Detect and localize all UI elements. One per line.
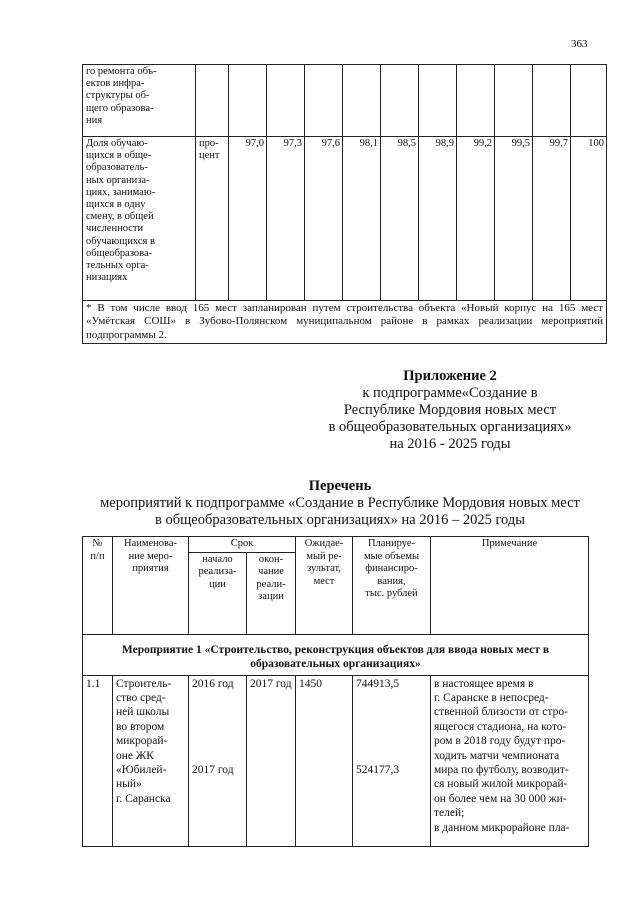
header-funding: Планируе- мые объемы финансиро- вания, тыс. рублей xyxy=(353,537,431,635)
value-cell: 99,5 xyxy=(495,137,533,301)
measure-row xyxy=(83,634,589,675)
appendix-line: к подпрограмме«Создание в xyxy=(362,385,538,401)
table-row xyxy=(83,675,589,846)
header-row xyxy=(83,537,589,553)
indicator-row-share xyxy=(83,137,607,301)
indicators-table xyxy=(82,64,607,344)
header-num: № п/п xyxy=(83,537,113,635)
indicator-row-repair xyxy=(83,65,607,137)
footnote-row xyxy=(83,301,607,344)
value-cell: 98,1 xyxy=(343,137,381,301)
value-cell: 97,0 xyxy=(229,137,267,301)
header-expected: Ожидае- мый ре- зультат, мест xyxy=(296,537,353,635)
row-start: 2016 год 2017 год xyxy=(189,675,247,846)
header-term: Срок xyxy=(189,537,296,553)
appendix-block xyxy=(300,368,600,453)
header-note: Примечание xyxy=(431,537,589,635)
appendix-line: на 2016 - 2025 годы xyxy=(389,436,511,452)
list-subtitle: в общеобразовательных организациях» на 2016 – 2025 годы xyxy=(155,512,525,528)
value-cell: 99,2 xyxy=(457,137,495,301)
appendix-line: Республике Мордовия новых мест xyxy=(343,402,557,418)
list-heading xyxy=(60,478,620,529)
indicator-label-repair: го ремонта объ- ектов инфра- структуры об- щего образова- ния xyxy=(83,65,196,137)
unit-cell: про- цент xyxy=(196,137,229,301)
value-cell: 98,9 xyxy=(419,137,457,301)
row-end: 2017 год xyxy=(247,675,296,846)
value-cell: 99,7 xyxy=(533,137,571,301)
appendix-line: в общеобразовательных организациях» xyxy=(328,419,572,435)
appendix-title: Приложение 2 xyxy=(403,368,497,384)
measures-table xyxy=(82,536,589,847)
footnote: * В том числе ввод 165 мест запланирован путем строительства объекта «Новый корпус на 165 мест «Умётская СОШ» в Зубово-Полянском муниципальном районе в рамках реализации мероприятий подпрограммы 2. xyxy=(83,301,607,344)
value-cell: 100 xyxy=(571,137,607,301)
row-num: 1.1 xyxy=(83,675,113,846)
header-start: начало реализа- ции xyxy=(189,552,247,634)
list-subtitle: мероприятий к подпрограмме «Создание в Республике Мордовия новых мест xyxy=(100,495,580,511)
row-expected: 1450 xyxy=(296,675,353,846)
value-cell: 97,3 xyxy=(267,137,305,301)
indicator-label-share: Доля обучаю- щихся в обще- образователь- ных организа- циях, занимаю- щихся в одну смену, в общей численности обучающихся в общеобразова- тельных орга- низациях xyxy=(83,137,196,301)
row-note: в настоящее время в г. Саранске в непосред- ственной близости от стро- ящегося стадиона, на кото- ром в 2018 году будут про- ходить матчи чемпионата мира по футболу, возводит- ся новый жилой микрорай- он более чем на 30 000 жи- телей; в данном микрорайоне пла- xyxy=(431,675,589,846)
list-title: Перечень xyxy=(308,478,372,494)
value-cell: 97,6 xyxy=(305,137,343,301)
row-name: Строитель- ство сред- ней школы во втором микрорай- оне ЖК «Юбилей- ный» г. Саранска xyxy=(113,675,189,846)
measure-1-title: Мероприятие 1 «Строительство, реконструкция объектов для ввода новых мест в образовательных организациях» xyxy=(83,634,589,675)
row-funding: 744913,5 524177,3 xyxy=(353,675,431,846)
header-name: Наименова- ние меро- приятия xyxy=(113,537,189,635)
header-end: окон- чание реали- зации xyxy=(247,552,296,634)
page-number: 363 xyxy=(571,38,588,50)
value-cell: 98,5 xyxy=(381,137,419,301)
